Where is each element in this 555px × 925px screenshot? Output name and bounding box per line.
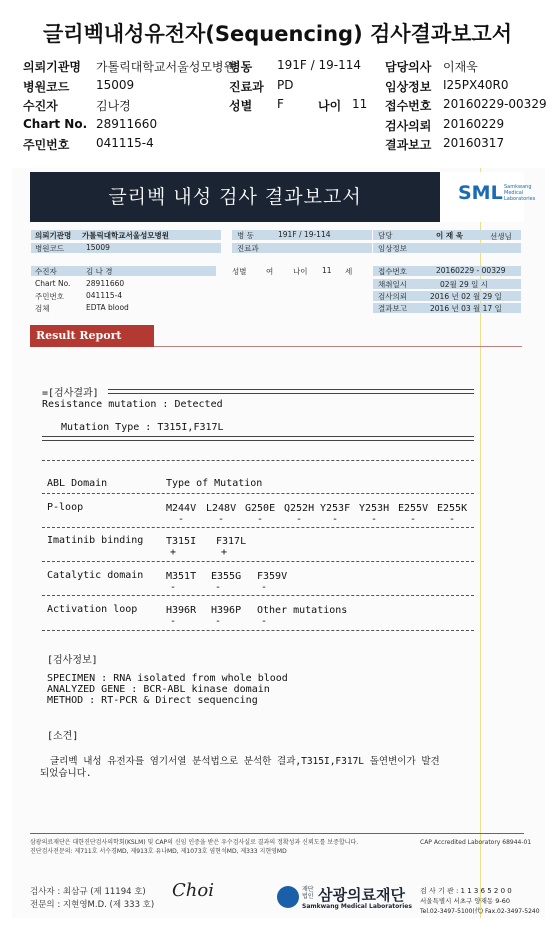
domain-ploop: P-loop — [47, 502, 84, 513]
mutation-code: Y253F — [320, 503, 351, 514]
logo-sub-2: Medical — [504, 190, 524, 196]
mutation-type-line: Mutation Type : T315I,F317L — [61, 422, 224, 433]
banner-title: 글리벡 내성 검사 결과보고서 — [108, 186, 362, 208]
mutation-code: L248V — [206, 503, 237, 514]
method-line: METHOD : RT-PCR & Direct sequencing — [47, 695, 258, 706]
scan-chart-label: Chart No. — [35, 279, 71, 288]
opinion-line-2: 되었습니다. — [40, 768, 92, 779]
sex-label: 성별 — [229, 99, 253, 113]
dash-rule-2 — [42, 493, 474, 494]
patient-label: 수진자 — [23, 99, 58, 113]
scan-sex-value: 여 — [266, 267, 274, 276]
section-result-heading: =[검사결과] — [42, 388, 99, 399]
scan-chart-value: 28911660 — [86, 279, 125, 288]
chart-label: Chart No. — [23, 117, 88, 131]
scan-result-value: 2016 년 03 월 17 일 — [430, 304, 502, 313]
chart-value: 28911660 — [96, 117, 158, 131]
test-request-value: 20160229 — [443, 117, 505, 131]
scan-banner — [30, 172, 536, 222]
specimen-line: SPECIMEN : RNA isolated from whole blood — [47, 673, 288, 684]
scan-age-unit: 세 — [345, 267, 353, 276]
domain-catalytic: Catalytic domain — [47, 570, 144, 581]
resistance-line: Resistance mutation : Detected — [42, 399, 223, 410]
mutation-sign: - — [215, 582, 222, 593]
signature: Choi — [172, 880, 214, 901]
mutation-sign: - — [261, 582, 268, 593]
opinion-line-1: 글리벡 내성 유전자를 염기서열 분석법으로 분석한 결과,T315I,F317L 돌연변이가 발견 — [50, 756, 440, 767]
dash-rule-3 — [42, 527, 474, 528]
scan-testreq-label: 검사의뢰 — [378, 292, 407, 301]
dash-rule-1 — [42, 460, 474, 461]
scan-ward-value: 191F / 19-114 — [278, 230, 331, 239]
mutation-sign: - — [449, 514, 456, 525]
mutation-sign: + — [170, 547, 177, 558]
mutation-code: E255K — [437, 503, 468, 514]
test-request-label: 검사의뢰 — [385, 119, 432, 133]
foundation-en: Samkwang Medical Laboratories — [302, 903, 412, 910]
mutation-sign: - — [215, 616, 222, 627]
age-label: 나이 — [318, 99, 342, 113]
dash-rule-6 — [42, 630, 474, 631]
mutation-sign: - — [170, 582, 177, 593]
dash-rule-4 — [42, 561, 474, 562]
rrn-label: 주민번호 — [23, 138, 70, 152]
reg-no: 검 사 기 관 : 1 1 3 6 5 2 0 0 — [420, 887, 512, 895]
scan-age-value: 11 — [322, 266, 332, 275]
scan-patient-value: 김 나 경 — [86, 267, 113, 276]
scan-hospital-code-label: 병원코드 — [35, 244, 64, 253]
scan-hospital-code-value: 15009 — [86, 243, 110, 252]
scan-testreq-value: 2016 년 02 월 29 일 — [430, 292, 502, 301]
mutation-sign: - — [178, 514, 185, 525]
scan-receipt-value: 20160229 - 00329 — [436, 266, 506, 275]
logo-sub-3: Laboratories — [504, 196, 536, 202]
mutation-sign: - — [371, 514, 378, 525]
scan-patient-label: 수진자 — [35, 267, 57, 276]
scan-sex-label: 성별 — [232, 267, 247, 276]
report-title: 글리벡내성유전자(Sequencing) 검사결과보고서 — [43, 22, 512, 46]
scan-specimen-value: EDTA blood — [86, 303, 129, 312]
result-report-label: 결과보고 — [385, 138, 432, 152]
foundation-name: 삼광의료재단 — [318, 886, 405, 904]
mutation-code: M351T — [166, 571, 197, 582]
cert-line-2: 진단검사전문의: 제711호 서수경MD, 제913호 유나MD, 제1073호 염현석MD, 제333 지현영MD — [30, 848, 287, 855]
dept-value: PD — [277, 78, 294, 92]
doctor-value: 이재욱 — [443, 60, 478, 74]
examiner-line: 검사자 : 최삼규 (제 11194 호) — [30, 887, 146, 897]
mutation-sign: + — [221, 547, 228, 558]
clinical-info-label: 임상정보 — [385, 80, 432, 94]
result-double-rule — [42, 436, 474, 441]
foundation-prefix: 재단법인 — [302, 886, 314, 900]
scan-ward-label: 병 동 — [237, 231, 254, 240]
scan-age-label: 나이 — [293, 267, 308, 276]
samkwang-logo-icon — [277, 886, 299, 908]
scan-requester-value: 가톨릭대학교서울성모병원 — [82, 231, 169, 240]
scan-doctor-suffix: 선생님 — [490, 232, 512, 241]
result-report-tab: Result Report — [30, 325, 154, 347]
tel: Tel.02-3497-5100(代) Fax.02-3497-5240 — [420, 908, 540, 915]
footer-rule — [30, 833, 524, 834]
age-value: 11 — [352, 97, 368, 111]
scan-receipt-label: 접수번호 — [378, 267, 407, 276]
dash-rule-5 — [42, 595, 474, 596]
hospital-code-value: 15009 — [96, 78, 135, 92]
receipt-no-value: 20160229-00329 — [443, 97, 547, 111]
scan-doctor-value: 이 재 욱 — [436, 231, 463, 240]
mutation-code: M244V — [166, 503, 197, 514]
mutation-sign: - — [218, 514, 225, 525]
requester-value: 가톨릭대학교서울성모병원 — [96, 60, 236, 74]
mutation-code: E255V — [398, 503, 429, 514]
scan-requester-label: 의뢰기관명 — [35, 231, 72, 240]
scan-rrn-label: 주민번호 — [35, 292, 64, 301]
mutation-sign: - — [257, 514, 264, 525]
mutation-sign: - — [410, 514, 417, 525]
mutation-code: Other mutations — [257, 605, 348, 616]
mutation-sign: - — [296, 514, 303, 525]
scan-bar-patient — [31, 266, 216, 276]
section-info-heading: [검사정보] — [47, 655, 98, 666]
mutation-code: G250E — [245, 503, 276, 514]
ward-label: 병동 — [229, 60, 253, 74]
mutation-sign: - — [170, 616, 177, 627]
sml-logo: SML — [458, 182, 503, 204]
address: 서울특별시 서초구 양재동 9-60 — [420, 897, 511, 905]
result-report-value: 20160317 — [443, 136, 505, 150]
scan-rrn-value: 041115-4 — [86, 291, 123, 300]
domain-imatinib-binding: Imatinib binding — [47, 535, 144, 546]
scan-result-label: 결과보고 — [378, 304, 407, 313]
clinical-info-value: I25PX40R0 — [443, 78, 509, 92]
mutation-code: H396P — [211, 605, 242, 616]
result-report-rule — [154, 346, 522, 347]
requester-label: 의뢰기관명 — [23, 60, 81, 74]
mutation-code: Q252H — [284, 503, 315, 514]
mutation-code: F359V — [257, 571, 288, 582]
scan-collect-value: 02월 29 일 시 — [440, 280, 488, 289]
scan-collect-label: 채취일시 — [378, 280, 407, 289]
mutation-code: E355G — [211, 571, 242, 582]
receipt-no-label: 접수번호 — [385, 99, 432, 113]
doctor-label: 담당의사 — [385, 60, 432, 74]
specialist-line: 전문의 : 지현영M.D. (제 333 호) — [30, 900, 155, 910]
dept-label: 진료과 — [229, 80, 264, 94]
hospital-code-label: 병원코드 — [23, 80, 70, 94]
result-double-rule-top — [108, 389, 474, 394]
rrn-value: 041115-4 — [96, 136, 154, 150]
gene-line: ANALYZED GENE : BCR-ABL kinase domain — [47, 684, 270, 695]
ward-value: 191F / 19-114 — [277, 58, 361, 72]
scan-clinical-label: 임상정보 — [378, 244, 407, 253]
cap-line: CAP Accredited Laboratory 68944-01 — [420, 839, 532, 846]
domain-activation-loop: Activation loop — [47, 604, 138, 615]
scan-dept-label: 진료과 — [237, 244, 259, 253]
mutation-code: Y253H — [359, 503, 390, 514]
cert-line-1: 삼광의료재단은 대한진단검사의학회(KSLM) 및 CAP의 신임 인증을 받은 우수검사실로 결과의 정확성과 신뢰도를 보증합니다. — [30, 839, 359, 846]
mutation-code: T315I — [166, 536, 197, 547]
sex-value: F — [277, 97, 284, 111]
mutation-sign: - — [261, 616, 268, 627]
scan-doctor-label: 담당 — [378, 231, 393, 240]
mutation-code: H396R — [166, 605, 197, 616]
section-opinion-heading: [소견] — [47, 731, 79, 742]
logo-sub-1: Samkwang — [504, 184, 532, 190]
abl-domain-header: ABL Domain — [47, 478, 108, 489]
mutation-sign: - — [332, 514, 339, 525]
patient-value: 김나경 — [96, 99, 131, 113]
type-of-mutation-header: Type of Mutation — [166, 478, 263, 489]
mutation-code: F317L — [216, 536, 247, 547]
sml-logo-subtitle — [504, 184, 535, 202]
scan-specimen-label: 검체 — [35, 304, 50, 313]
